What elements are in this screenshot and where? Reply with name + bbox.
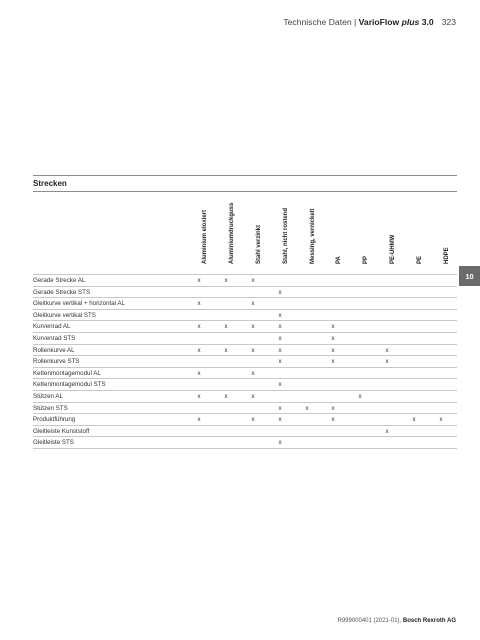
table-cell: x [251, 369, 255, 377]
table-cell: x [197, 369, 201, 377]
row-label: Stützen AL [33, 393, 63, 400]
page-number: 323 [441, 17, 456, 27]
table-cell: x [278, 439, 282, 447]
column-header-label: Aluminium eloxiert [202, 209, 208, 264]
table-cell: x [197, 393, 201, 400]
row-label: Rollenkurve STS [33, 358, 80, 366]
column-header-label: Stahl, nicht rostend [283, 207, 289, 264]
table-cell: x [278, 381, 282, 389]
row-label: Gerade Strecke AL [33, 277, 86, 284]
row-label: Gleitleiste STS [33, 439, 74, 447]
section-title-rule [33, 191, 457, 192]
column-header [193, 202, 208, 270]
header-product-name: VarioFlow plus 3.0 [358, 17, 434, 27]
table-cell: x [251, 393, 255, 400]
table-cell: x [385, 427, 389, 435]
column-header-label: Messing, vernickelt [310, 208, 316, 264]
row-label: Gleitleiste Kunststoff [33, 427, 90, 435]
table-cell: x [278, 346, 282, 354]
table-cell: x [251, 323, 255, 331]
column-header-label: PE-UHMW [390, 234, 396, 264]
row-label: Gleitkurve vertikal + horizontal AL [33, 300, 125, 308]
table-cell: x [278, 416, 282, 424]
footer-company: Bosch Rexroth AG [402, 618, 456, 624]
table-cell: x [251, 346, 255, 354]
table-cell: x [251, 300, 255, 308]
table-cell: x [331, 404, 335, 412]
table-cell: x [331, 358, 335, 366]
column-header [220, 202, 235, 270]
header-section-label: Technische Daten | [283, 17, 359, 27]
row-label: Gleitkurve vertikal STS [33, 311, 96, 319]
table-cell: x [224, 277, 228, 284]
table-cell: x [278, 404, 282, 412]
table-cell: x [278, 335, 282, 342]
row-label: Kurvenrad AL [33, 323, 71, 331]
table-cell: x [385, 358, 389, 366]
row-label: Stützen STS [33, 404, 68, 412]
page-header [283, 17, 456, 27]
section-top-rule [33, 175, 457, 176]
footer-doc-ref: R999000401 (2021-01), [337, 618, 403, 624]
row-label: Rollenkurve AL [33, 346, 75, 354]
table-cell: x [278, 358, 282, 366]
table-cell: x [331, 346, 335, 354]
table-cell: x [385, 346, 389, 354]
table-cell: x [439, 416, 443, 424]
column-header-label: PP [363, 255, 369, 264]
column-header [381, 202, 396, 270]
table-cell: x [412, 416, 416, 424]
table-cell: x [197, 346, 201, 354]
column-header-label: HDPE [444, 247, 450, 264]
table-cell: x [197, 300, 201, 308]
column-header [301, 202, 316, 270]
column-header [435, 202, 450, 270]
column-header [274, 202, 289, 270]
table-cell: x [278, 323, 282, 331]
table-cell: x [224, 323, 228, 331]
column-header-label: Stahl verzinkt [256, 224, 262, 264]
row-label: Gerade Strecke STS [33, 288, 91, 296]
table-bottom-rule [33, 448, 457, 449]
row-label: Kettenmontagemodul STS [33, 381, 106, 389]
column-header [354, 202, 369, 270]
table-cell: x [358, 393, 362, 400]
column-header-label: PE [417, 255, 423, 264]
column-header [247, 202, 262, 270]
table-cell: x [197, 277, 201, 284]
table-cell: x [331, 335, 335, 342]
table-cell: x [224, 346, 228, 354]
table-cell: x [278, 311, 282, 319]
table-cell: x [331, 323, 335, 331]
column-header-label: PA [336, 256, 342, 264]
table-cell: x [197, 323, 201, 331]
table-cell: x [305, 404, 309, 412]
table-cell: x [197, 416, 201, 424]
page-footer [337, 618, 456, 624]
row-label: Produktführung [33, 416, 76, 424]
table-cell: x [251, 277, 255, 284]
table-cell: x [278, 288, 282, 296]
section-title: Strecken [33, 179, 67, 188]
chapter-tab[interactable]: 10 [459, 266, 480, 286]
table-cell: x [331, 416, 335, 424]
row-label: Kettenmontagemodul AL [33, 369, 101, 377]
column-header-label: Aluminiumdruckguss [229, 202, 235, 264]
column-header [408, 202, 423, 270]
table-cell: x [224, 393, 228, 400]
table-cell: x [251, 416, 255, 424]
row-label: Kurvenrad STS [33, 335, 76, 342]
column-header [327, 202, 342, 270]
